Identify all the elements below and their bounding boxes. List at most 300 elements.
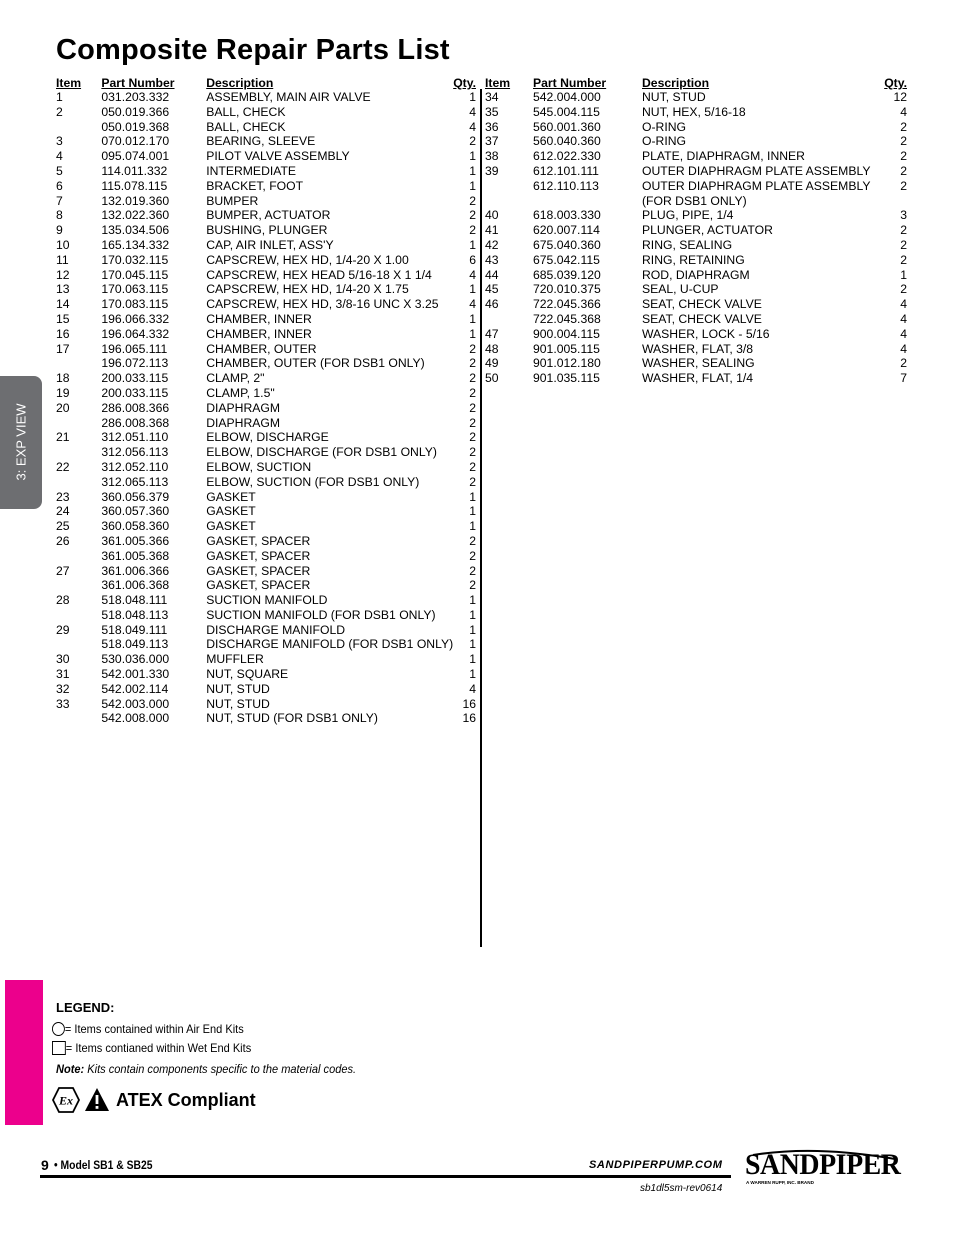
table-row [56, 164, 476, 179]
cell-item: 18 [56, 371, 70, 386]
table-row [56, 282, 476, 297]
cell-qty: 16 [462, 696, 476, 711]
cell-qty: 2 [469, 445, 476, 460]
cell-qty: 2 [469, 430, 476, 445]
cell-item: 24 [56, 504, 70, 519]
cell-part-number: 361.006.368 [101, 578, 170, 593]
cell-qty: 1 [469, 282, 476, 297]
table-row [56, 105, 476, 120]
cell-part-number: 530.036.000 [101, 652, 170, 667]
header-description: Description [642, 76, 710, 90]
cell-item: 23 [56, 489, 70, 504]
cell-part-number: 675.042.115 [533, 252, 600, 267]
cell-qty: 4 [900, 297, 907, 312]
cell-part-number: 612.101.111 [533, 163, 599, 178]
atex-ex-icon [52, 1087, 80, 1113]
website-link[interactable]: SANDPIPERPUMP.COM [589, 1159, 723, 1171]
cell-part-number: 675.040.360 [533, 237, 601, 252]
cell-item: 4 [56, 149, 63, 164]
footer-rule [40, 1175, 731, 1178]
cell-part-number: 196.072.113 [101, 356, 169, 371]
cell-qty: 4 [469, 267, 476, 282]
legend-note [56, 1062, 356, 1076]
cell-description: BUSHING, PLUNGER [206, 223, 328, 238]
table-row [56, 504, 476, 519]
parts-table-right [485, 76, 907, 386]
table-row [56, 268, 476, 283]
cell-item: 42 [485, 237, 499, 252]
cell-item [485, 194, 533, 209]
header-part-number: Part Number [101, 76, 175, 90]
cell-description: WASHER, FLAT, 1/4 [642, 371, 754, 386]
logo: SANDPIPER [745, 1148, 901, 1181]
table-row [56, 460, 476, 475]
cell-part-number: 542.002.114 [101, 681, 169, 696]
cell-qty: 2 [900, 237, 907, 252]
legend-air-end [52, 1022, 244, 1036]
cell-part-number: 165.134.332 [101, 237, 170, 252]
table-row [485, 342, 907, 357]
cell-description: NUT, HEX, 5/16-18 [642, 104, 746, 119]
table-row [485, 149, 907, 164]
cell-qty: 1 [469, 489, 476, 504]
cell-description: OUTER DIAPHRAGM PLATE ASSEMBLY [642, 178, 871, 193]
cell-qty: 2 [469, 415, 476, 430]
cell-item: 25 [56, 519, 70, 534]
cell-item: 48 [485, 341, 499, 356]
cell-part-number: 312.052.110 [101, 459, 169, 474]
table-row [56, 490, 476, 505]
cell-item [56, 637, 101, 652]
header-description: Description [206, 76, 274, 90]
cell-qty: 1 [469, 178, 476, 193]
cell-item: 11 [56, 252, 69, 267]
cell-description: ROD, DIAPHRAGM [642, 267, 750, 282]
legend-wet-end [52, 1041, 251, 1055]
table-row [56, 90, 476, 105]
table-row [485, 164, 907, 179]
header-item: Item [56, 76, 82, 90]
cell-item: 26 [56, 533, 70, 548]
cell-item: 19 [56, 385, 70, 400]
cell-description: DISCHARGE MANIFOLD (FOR DSB1 ONLY) [206, 637, 454, 652]
cell-item: 39 [485, 163, 499, 178]
table-row [485, 297, 907, 312]
legend-title: LEGEND: [56, 1000, 115, 1015]
section-tab-label: 3: EXP VIEW [13, 403, 29, 481]
model-name: • Model SB1 & SB25 [54, 1160, 153, 1172]
table-row [56, 356, 476, 371]
cell-qty: 2 [900, 119, 907, 134]
cell-item: 45 [485, 282, 499, 297]
cell-qty: 4 [469, 681, 476, 696]
table-row [485, 268, 907, 283]
cell-description: BUMPER [206, 193, 259, 208]
cell-description: DIAPHRAGM [206, 400, 281, 415]
cell-qty: 4 [900, 311, 907, 326]
table-row [56, 711, 476, 726]
cell-description: (FOR DSB1 ONLY) [642, 193, 747, 208]
cell-qty: 2 [469, 400, 476, 415]
cell-qty: 2 [900, 149, 907, 164]
cell-part-number: 612.022.330 [533, 149, 601, 164]
cell-part-number: 196.065.111 [101, 341, 168, 356]
cell-qty: 2 [469, 459, 476, 474]
cell-description: CAPSCREW, HEX HD, 3/8-16 UNC X 3.25 [206, 297, 439, 312]
cell-description: INTERMEDIATE [206, 163, 297, 178]
section-tab[interactable] [0, 376, 42, 509]
cell-part-number: 722.045.368 [533, 311, 601, 326]
cell-qty: 1 [469, 637, 476, 652]
cell-description: ELBOW, DISCHARGE [206, 430, 329, 445]
cell-qty: 2 [469, 134, 476, 149]
cell-item: 33 [56, 696, 70, 711]
cell-description: CHAMBER, INNER [206, 326, 312, 341]
cell-description: BEARING, SLEEVE [206, 134, 316, 149]
table-row [485, 194, 907, 209]
table-row [485, 327, 907, 342]
cell-item [56, 416, 101, 431]
cell-qty: 1 [469, 326, 476, 341]
cell-item: 43 [485, 252, 499, 267]
table-row [56, 416, 476, 431]
cell-part-number: 200.033.115 [101, 385, 169, 400]
cell-part-number: 542.008.000 [101, 711, 170, 726]
cell-qty: 2 [469, 341, 476, 356]
cell-item: 22 [56, 459, 70, 474]
table-row [485, 179, 907, 194]
header-item: Item [485, 76, 511, 90]
cell-qty: 1 [469, 607, 476, 622]
cell-qty: 4 [469, 297, 476, 312]
cell-part-number: 685.039.120 [533, 267, 601, 282]
header-part-number: Part Number [533, 76, 607, 90]
cell-item [56, 120, 101, 135]
cell-part-number: 518.049.111 [101, 622, 168, 637]
table-row [56, 120, 476, 135]
table-row [56, 682, 476, 697]
cell-qty: 4 [469, 104, 476, 119]
cell-description: NUT, STUD [642, 90, 706, 104]
table-row [56, 637, 476, 652]
cell-qty: 7 [900, 371, 907, 386]
table-row [56, 445, 476, 460]
cell-part-number: 135.034.506 [101, 223, 170, 238]
cell-qty: 3 [900, 208, 907, 223]
table-row [485, 105, 907, 120]
table-row [56, 475, 476, 490]
cell-part-number: 170.063.115 [101, 282, 169, 297]
cell-qty: 1 [469, 519, 476, 534]
cell-qty: 1 [469, 149, 476, 164]
cell-item: 21 [56, 430, 70, 445]
table-row [485, 208, 907, 223]
cell-qty: 2 [469, 578, 476, 593]
page-title: Composite Repair Parts List [56, 34, 450, 66]
cell-description: WASHER, LOCK - 5/16 [642, 326, 770, 341]
cell-part-number: 560.040.360 [533, 134, 601, 149]
cell-item: 20 [56, 400, 70, 415]
cell-qty: 12 [893, 90, 907, 104]
cell-part-number: 031.203.332 [101, 90, 170, 104]
cell-description: BALL, CHECK [206, 104, 286, 119]
cell-part-number: 114.011.332 [101, 163, 168, 178]
table-row [56, 578, 476, 593]
cell-description: NUT, STUD [206, 681, 270, 696]
cell-item [56, 445, 101, 460]
cell-description: DIAPHRAGM [206, 415, 281, 430]
cell-item: 41 [485, 223, 499, 238]
cell-item: 13 [56, 282, 70, 297]
header-qty: Qty. [884, 76, 907, 90]
cell-description: GASKET, SPACER [206, 533, 311, 548]
cell-description: CHAMBER, INNER [206, 311, 312, 326]
cell-item: 27 [56, 563, 70, 578]
table-row [56, 208, 476, 223]
cell-description: GASKET [206, 519, 256, 534]
cell-part-number: 720.010.375 [533, 282, 601, 297]
cell-part-number: 360.056.379 [101, 489, 170, 504]
cell-description: NUT, STUD [206, 696, 270, 711]
cell-qty: 2 [469, 385, 476, 400]
table-row [485, 371, 907, 386]
cell-description: PLUNGER, ACTUATOR [642, 223, 773, 238]
table-row [56, 371, 476, 386]
cell-description: NUT, SQUARE [206, 667, 289, 682]
table-row [56, 297, 476, 312]
note-text: Kits contain components specific to the material codes. [87, 1062, 357, 1076]
cell-description: SEAT, CHECK VALVE [642, 311, 762, 326]
cell-description: SEAT, CHECK VALVE [642, 297, 762, 312]
cell-qty: 1 [469, 622, 476, 637]
cell-part-number: 132.019.360 [101, 193, 170, 208]
cell-qty: 1 [469, 163, 476, 178]
cell-part-number: 170.083.115 [101, 297, 169, 312]
cell-qty: 1 [469, 504, 476, 519]
cell-item [56, 356, 101, 371]
cell-qty: 2 [469, 356, 476, 371]
table-row [485, 223, 907, 238]
cell-part-number: 542.004.000 [533, 90, 601, 104]
cell-description: PILOT VALVE ASSEMBLY [206, 149, 350, 164]
cell-part-number: 361.005.366 [101, 533, 170, 548]
cell-item: 31 [56, 667, 70, 682]
cell-description: CAPSCREW, HEX HEAD 5/16-18 X 1 1/4 [206, 267, 432, 282]
cell-item: 35 [485, 104, 499, 119]
table-row [485, 356, 907, 371]
cell-description: BALL, CHECK [206, 119, 286, 134]
cell-description: GASKET, SPACER [206, 578, 311, 593]
cell-description: GASKET [206, 504, 256, 519]
cell-description: WASHER, SEALING [642, 356, 755, 371]
cell-part-number: 900.004.115 [533, 326, 600, 341]
column-divider [480, 89, 482, 947]
cell-qty: 16 [462, 711, 476, 726]
table-row [56, 593, 476, 608]
cell-part-number: 095.074.001 [101, 149, 170, 164]
cell-item: 40 [485, 208, 499, 223]
cell-description: CHAMBER, OUTER (FOR DSB1 ONLY) [206, 356, 425, 371]
cell-item: 46 [485, 297, 499, 312]
cell-part-number: 286.008.368 [101, 415, 170, 430]
table-row [56, 430, 476, 445]
cell-item: 44 [485, 267, 499, 282]
cell-description: ASSEMBLY, MAIN AIR VALVE [206, 90, 371, 104]
cell-qty: 4 [900, 326, 907, 341]
cell-description: RING, SEALING [642, 237, 733, 252]
header-qty: Qty. [453, 76, 476, 90]
cell-part-number: 132.022.360 [101, 208, 170, 223]
atex-label: ATEX Compliant [116, 1090, 256, 1110]
cell-description: CHAMBER, OUTER [206, 341, 317, 356]
cell-part-number: 612.110.113 [533, 178, 599, 193]
table-row [56, 134, 476, 149]
cell-part-number: 115.078.115 [101, 178, 168, 193]
cell-description: MUFFLER [206, 652, 264, 667]
document-code: sb1dl5sm-rev0614 [640, 1183, 723, 1194]
cell-description: GASKET, SPACER [206, 563, 311, 578]
cell-part-number: 518.048.111 [101, 593, 168, 608]
table-row [56, 697, 476, 712]
cell-qty: 1 [469, 237, 476, 252]
cell-item: 5 [56, 163, 63, 178]
table-row [56, 312, 476, 327]
cell-item: 36 [485, 119, 499, 134]
cell-item: 49 [485, 356, 499, 371]
cell-qty: 2 [469, 371, 476, 386]
cell-description: CAP, AIR INLET, ASS'Y [206, 237, 334, 252]
cell-item: 37 [485, 134, 499, 149]
warning-icon [84, 1087, 110, 1113]
cell-part-number: 050.019.366 [101, 104, 170, 119]
table-row [485, 238, 907, 253]
cell-item: 30 [56, 652, 70, 667]
legend-wet-end-text: = Items contianed within Wet End Kits [65, 1041, 252, 1055]
cell-description: NUT, STUD (FOR DSB1 ONLY) [206, 711, 378, 726]
cell-description: CLAMP, 2" [206, 371, 265, 386]
atex-ex-symbol: Ex [58, 1093, 74, 1108]
table-row [56, 667, 476, 682]
cell-part-number: 620.007.114 [533, 223, 600, 238]
legend-air-end-text: = Items contained within Air End Kits [64, 1022, 244, 1036]
cell-qty: 1 [469, 311, 476, 326]
cell-item [56, 549, 101, 564]
cell-qty: 1 [469, 593, 476, 608]
cell-description: DISCHARGE MANIFOLD [206, 622, 346, 637]
cell-description: PLUG, PIPE, 1/4 [642, 208, 734, 223]
table-row [56, 223, 476, 238]
cell-part-number: 070.012.170 [101, 134, 170, 149]
table-row [56, 149, 476, 164]
cell-item: 6 [56, 178, 63, 193]
cell-qty: 2 [900, 134, 907, 149]
cell-item: 1 [56, 90, 63, 104]
table-header-row [56, 76, 476, 90]
cell-qty: 4 [900, 104, 907, 119]
cell-part-number: 560.001.360 [533, 119, 601, 134]
table-row [56, 401, 476, 416]
cell-item: 8 [56, 208, 63, 223]
cell-part-number: 618.003.330 [533, 208, 601, 223]
accent-bar [5, 980, 43, 1125]
cell-qty: 2 [900, 252, 907, 267]
table-row [56, 608, 476, 623]
table-row [56, 564, 476, 579]
cell-description: GASKET, SPACER [206, 548, 311, 563]
cell-item: 32 [56, 681, 70, 696]
cell-item: 16 [56, 326, 70, 341]
cell-qty: 6 [469, 252, 476, 267]
cell-item: 14 [56, 297, 70, 312]
cell-part-number: 542.003.000 [101, 696, 170, 711]
cell-item: 12 [56, 267, 70, 282]
cell-item [56, 475, 101, 490]
cell-part-number: 170.032.115 [101, 252, 169, 267]
table-row [56, 519, 476, 534]
cell-qty [884, 194, 907, 209]
cell-item: 2 [56, 104, 63, 119]
cell-qty: 2 [469, 474, 476, 489]
cell-qty: 2 [469, 533, 476, 548]
cell-part-number [533, 194, 642, 209]
cell-description: SUCTION MANIFOLD (FOR DSB1 ONLY) [206, 607, 436, 622]
logo-subtext: A WARREN RUPP, INC. BRAND [746, 1180, 814, 1185]
cell-qty: 1 [900, 267, 907, 282]
cell-item: 50 [485, 371, 499, 386]
cell-qty: 2 [900, 223, 907, 238]
cell-item [56, 578, 101, 593]
cell-part-number: 545.004.115 [533, 104, 600, 119]
cell-part-number: 360.057.360 [101, 504, 170, 519]
cell-part-number: 312.056.113 [101, 445, 169, 460]
table-row [56, 179, 476, 194]
cell-item: 9 [56, 223, 63, 238]
cell-description: BUMPER, ACTUATOR [206, 208, 331, 223]
table-header-row [485, 76, 907, 90]
cell-qty: 2 [900, 163, 907, 178]
cell-description: ELBOW, DISCHARGE (FOR DSB1 ONLY) [206, 445, 437, 460]
cell-item [485, 179, 533, 194]
table-row [56, 342, 476, 357]
cell-part-number: 050.019.368 [101, 119, 170, 134]
cell-qty: 2 [469, 563, 476, 578]
note-label: Note: [56, 1062, 85, 1076]
cell-qty: 2 [469, 208, 476, 223]
cell-description: PLATE, DIAPHRAGM, INNER [642, 149, 805, 164]
cell-part-number: 361.005.368 [101, 548, 170, 563]
cell-qty: 1 [469, 667, 476, 682]
cell-qty: 1 [469, 90, 476, 104]
table-row [56, 327, 476, 342]
table-row [56, 652, 476, 667]
cell-item: 28 [56, 593, 70, 608]
cell-description: O-RING [642, 119, 687, 134]
cell-item: 17 [56, 341, 70, 356]
cell-item: 38 [485, 149, 499, 164]
cell-item: 47 [485, 326, 499, 341]
cell-part-number: 196.064.332 [101, 326, 170, 341]
circle-icon [52, 1022, 65, 1036]
table-row [56, 623, 476, 638]
cell-part-number: 901.012.180 [533, 356, 601, 371]
cell-item: 3 [56, 134, 63, 149]
cell-item: 29 [56, 622, 70, 637]
cell-part-number: 170.045.115 [101, 267, 169, 282]
table-row [56, 238, 476, 253]
cell-qty: 2 [469, 193, 476, 208]
cell-part-number: 542.001.330 [101, 667, 170, 682]
cell-part-number: 361.006.366 [101, 563, 170, 578]
